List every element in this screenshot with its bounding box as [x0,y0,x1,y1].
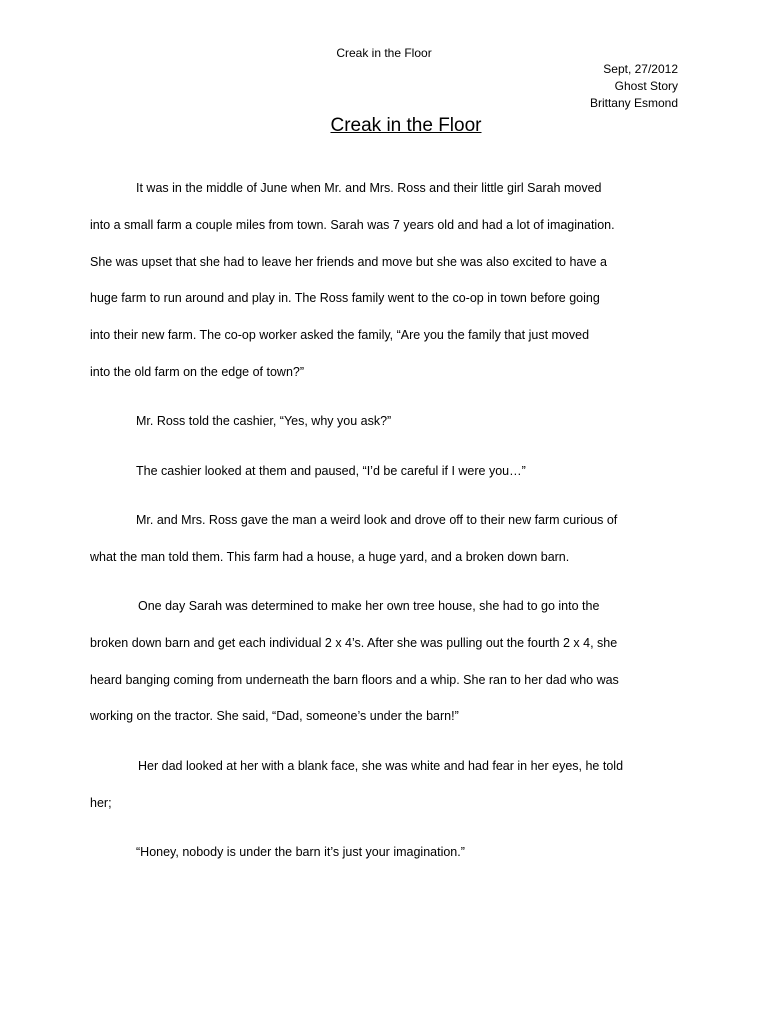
paragraph-2 [90,403,684,440]
paragraph-line: into a small farm a couple miles from town. Sarah was 7 years old and had a lot of imagination. [90,217,615,232]
header-author: Brittany Esmond [589,96,678,110]
paragraph-3 [90,453,684,490]
paragraph-line: her; [90,795,112,810]
running-header-title: Creak in the Floor [336,46,432,60]
paragraph-line: what the man told them. This farm had a house, a huge yard, and a broken down barn. [90,549,570,564]
paragraph-line: working on the tractor. She said, “Dad, someone’s under the barn!” [90,709,459,724]
paragraph-line: huge farm to run around and play in. The Ross family went to the co-op in town before going [90,291,600,306]
paragraph-line: The cashier looked at them and paused, “I’d be careful if I were you…” [136,464,526,478]
paragraph-line: into their new farm. The co-op worker asked the family, “Are you the family that just moved [90,328,590,343]
paragraph-line: Mr. and Mrs. Ross gave the man a weird look and drove off to their new farm curious of [136,513,618,527]
paragraph-4 [90,502,684,576]
paragraph-line: Her dad looked at her with a blank face, she was white and had fear in her eyes, he told [138,759,624,773]
paragraph-5 [90,588,684,735]
paragraph-6 [90,748,684,822]
paragraph-7 [90,834,684,871]
header-genre: Ghost Story [614,79,678,93]
paragraph-line: “Honey, nobody is under the barn it’s just your imagination.” [136,845,465,859]
paragraph-1 [90,170,684,391]
header-meta-block [590,61,678,112]
paragraph-line: One day Sarah was determined to make her own tree house, she had to go into the [138,599,600,613]
paragraph-line: into the old farm on the edge of town?” [90,364,305,379]
paragraph-line: It was in the middle of June when Mr. and Mrs. Ross and their little girl Sarah moved [136,181,602,195]
paragraph-line: Mr. Ross told the cashier, “Yes, why you ask?” [136,414,392,428]
paragraph-line: broken down barn and get each individual 2 x 4’s. After she was pulling out the fourth 2 x 4, she [90,635,618,650]
header-date: Sept, 27/2012 [603,62,678,76]
paragraph-line: She was upset that she had to leave her friends and move but she was also excited to have a [90,254,607,269]
paragraph-line: heard banging coming from underneath the barn floors and a whip. She ran to her dad who was [90,672,619,687]
document-title: Creak in the Floor [330,115,482,136]
